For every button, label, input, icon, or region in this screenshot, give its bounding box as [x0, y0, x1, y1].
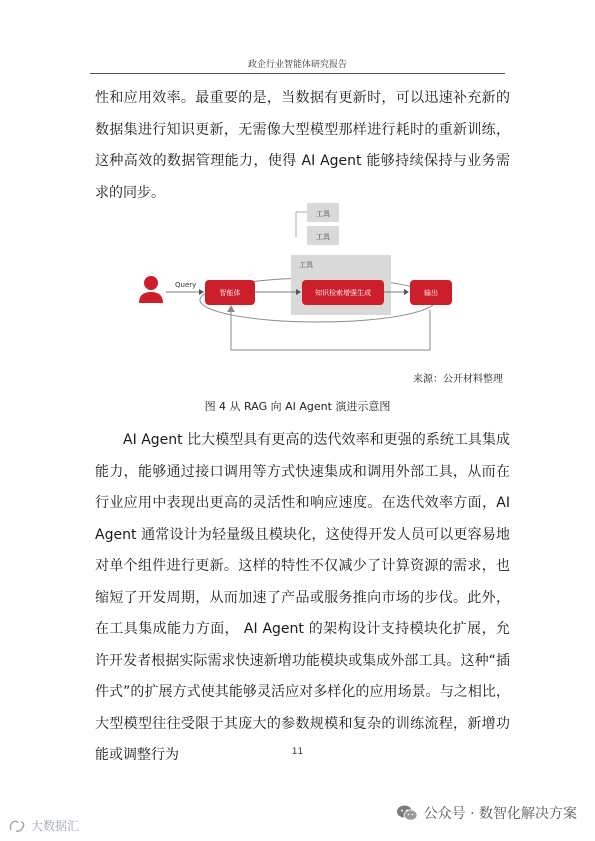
page-number: 11	[291, 747, 304, 757]
wechat-account-text: 公众号 · 数智化解决方案	[423, 806, 577, 822]
tool-label-2: 工具	[316, 233, 330, 241]
watermark-logo-icon	[8, 819, 28, 833]
wechat-account-badge	[396, 803, 577, 823]
tool-group-label: 工具	[299, 261, 313, 269]
wechat-icon	[396, 804, 418, 822]
user-body-icon	[139, 292, 163, 303]
paragraph-body: AI Agent 比大模型具有更高的迭代效率和更强的系统工具集成能力，能够通过接口调用等方式快速集成和调用外部工具，从而在行业应用中表现出更高的灵活性和响应速度。在迭代效率方面，AI Agent 通常设计为轻量级且模块化，这使得开发人员可以更容易地对单个组件进行更新。这样的特性不仅减少了计算资源的需求，也缩短了开发周期，从而加速了产品或服务推向市场的步伐。此外，在工具集成能力方面， AI Agent 的架构设计支持模块化扩展，允许开发者根据实际需求快速新增功能模块或集成外部工具。这种“插件式”的扩展方式使其能够灵活应对多样化的应用场景。与之相比，大型模型往往受限于其庞大的参数规模和复杂的训练流程，新增功能或调整行为	[95, 432, 510, 763]
user-head-icon	[144, 276, 158, 290]
rag-to-output-arrowhead	[404, 289, 409, 295]
header-divider	[90, 73, 505, 74]
rag-label: 知识检索增强生成	[315, 289, 371, 297]
page-header: 政企行业智能体研究报告	[247, 60, 347, 70]
output-label: 输出	[424, 289, 438, 297]
tool-label-1: 工具	[316, 210, 330, 218]
feedback-arrowhead	[227, 305, 235, 312]
figure-caption: 图 4 从 RAG 向 AI Agent 演进示意图	[204, 400, 391, 413]
rag-to-agent-diagram	[0, 195, 595, 365]
figure-source: 来源：公开材料整理	[413, 374, 503, 385]
watermark	[8, 817, 79, 834]
watermark-text: 大数据汇	[31, 819, 80, 833]
paragraph-intro: 性和应用效率。最重要的是，当数据有更新时，可以迅速补充新的数据集进行知识更新，无需像大型模型那样进行耗时的重新训练，这种高效的数据管理能力，使得 AI Agent 能够持续保持与业务需求的同步。	[95, 90, 510, 201]
agent-label: 智能体	[219, 289, 241, 297]
query-label: Query	[175, 281, 197, 289]
